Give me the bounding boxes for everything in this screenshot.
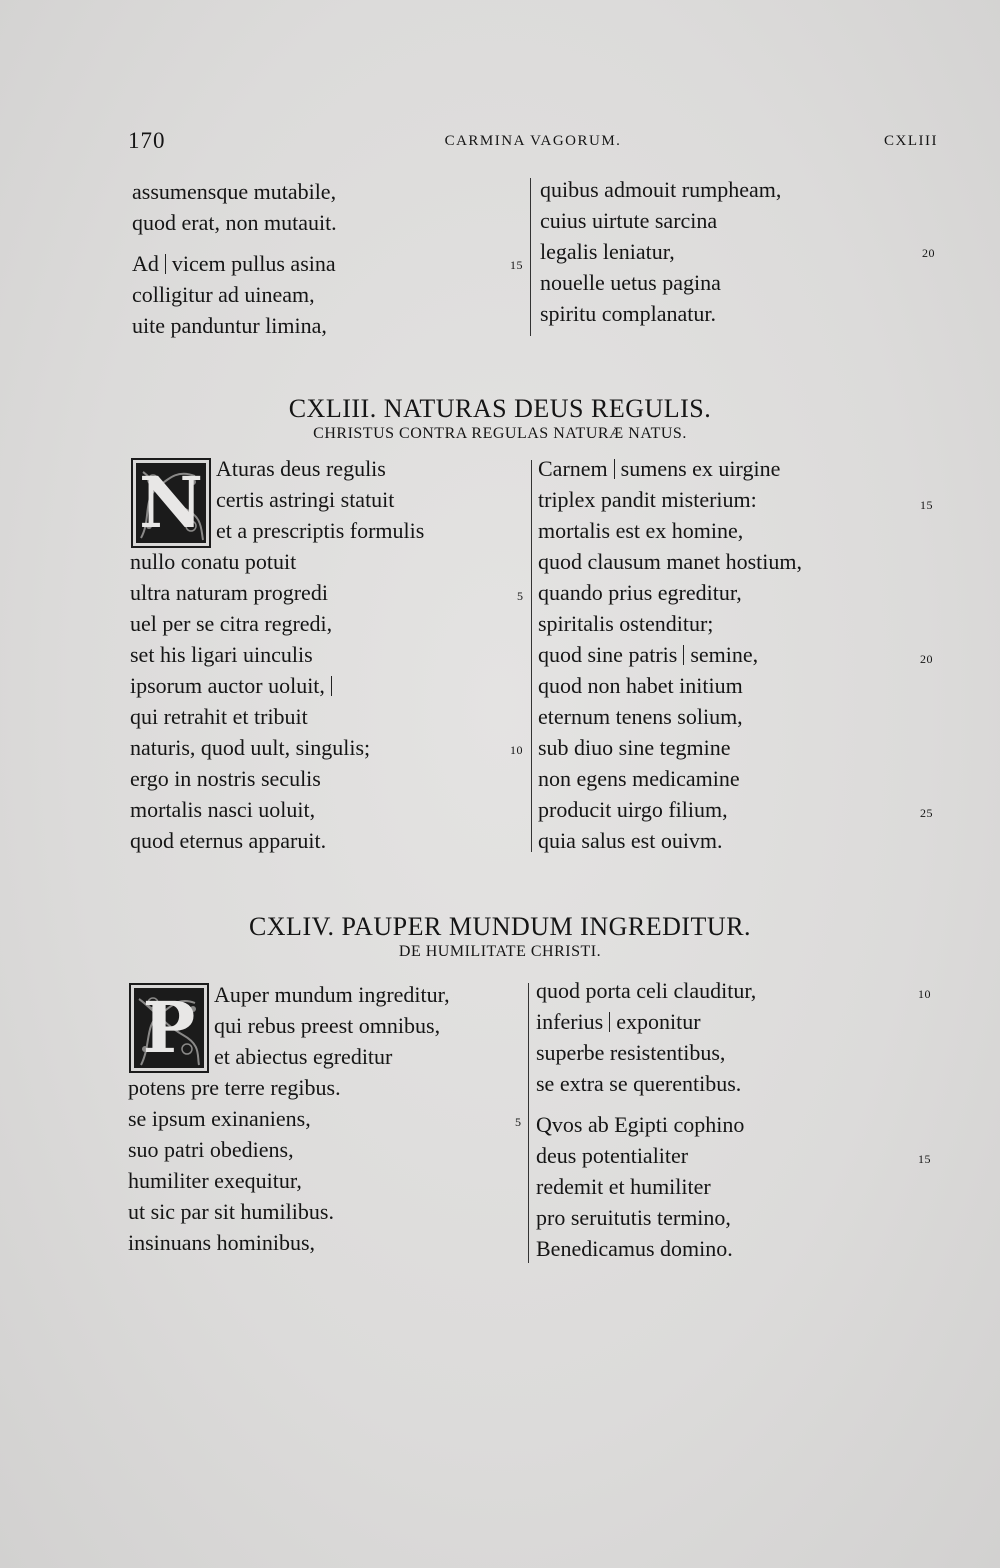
poem-subtitle: DE HUMILITATE CHRISTI. (398, 943, 602, 960)
running-header (128, 128, 938, 158)
verse-line: assumensque mutabile, (132, 179, 337, 204)
verse-line: et a prescriptis formulis (216, 518, 425, 543)
poem-heading (0, 912, 1000, 962)
verse-line: uel per se citra regredi, (130, 611, 333, 636)
poem-title: CXLIV. PAUPER MUNDUM INGREDITUR. (248, 912, 752, 941)
verse-line: quod erat, non mutauit. (132, 210, 337, 235)
verse-line: quando prius egreditur, (538, 580, 742, 605)
verse-line: spiritalis ostenditur; (538, 611, 714, 636)
verse-line: suo patri obediens, (128, 1137, 294, 1162)
column-divider (528, 983, 529, 1263)
line-number: 25 (920, 806, 933, 820)
decorated-initial (129, 983, 209, 1073)
verse-line: ergo in nostris seculis (130, 766, 321, 791)
verse-line: se ipsum exinaniens, (128, 1106, 311, 1131)
decorated-initial (131, 458, 211, 548)
line-number: 15 (920, 498, 933, 512)
line-number: 20 (920, 652, 933, 666)
verse-line: uite panduntur limina, (132, 313, 327, 338)
verse-line: deus potentialiter (536, 1143, 689, 1168)
poem-title: CXLIII. NATURAS DEUS REGULIS. (288, 394, 712, 423)
line-number: 10 (510, 743, 523, 757)
verse-line: nullo conatu potuit (130, 549, 297, 574)
verse-line: insinuans hominibus, (128, 1230, 316, 1255)
poem1-left-indented (216, 453, 424, 546)
column-divider (531, 460, 532, 852)
verse-line: producit uirgo filium, (538, 797, 728, 822)
verse-line: Carnem sumens ex uirgine (538, 456, 781, 481)
page-number: 170 (128, 128, 166, 153)
column-mark (609, 1012, 610, 1032)
verse-line: humiliter exequitur, (128, 1168, 302, 1193)
initial-letter: P (142, 986, 196, 1069)
column-mark (331, 676, 332, 696)
poem-heading (0, 394, 1000, 444)
verse-line: superbe resistentibus, (536, 1040, 726, 1065)
verse-line: qui retrahit et tribuit (130, 704, 308, 729)
column-divider (530, 178, 531, 336)
verse-line: colligitur ad uineam, (132, 282, 315, 307)
top-left-column (132, 176, 337, 341)
verse-line: set his ligari uinculis (130, 642, 313, 667)
poem1-right-column (538, 453, 802, 856)
verse-line: qui rebus preest omnibus, (214, 1013, 441, 1038)
verse-line: potens pre terre regibus. (128, 1075, 341, 1100)
verse-line: spiritu complanatur. (540, 301, 716, 326)
verse-line: Ad vicem pullus asina (132, 251, 336, 276)
verse-line: naturis, quod uult, singulis; (130, 735, 371, 760)
verse-line: quod porta celi clauditur, (536, 978, 757, 1003)
verse-line: quod sine patris semine, (538, 642, 759, 667)
verse-line: quod clausum manet hostium, (538, 549, 802, 574)
section-number: CXLIII (884, 133, 938, 149)
verse-line: pro seruitutis termino, (536, 1205, 731, 1230)
running-title: CARMINA VAGORUM. (444, 133, 622, 149)
verse-line: Auper mundum ingreditur, (214, 982, 450, 1007)
verse-line: Benedicamus domino. (536, 1236, 733, 1261)
verse-line: quod eternus apparuit. (130, 828, 327, 853)
verse-line: eternum tenens solium, (538, 704, 743, 729)
line-number: 10 (918, 987, 931, 1001)
top-right-column (540, 174, 781, 329)
verse-line: quibus admouit rumpheam, (540, 177, 782, 202)
verse-line: Qvos ab Egipti cophino (536, 1112, 745, 1137)
poem1-left-column (130, 546, 370, 856)
line-number: 20 (922, 246, 935, 260)
column-mark (165, 254, 166, 274)
column-mark (683, 645, 684, 665)
verse-line: ut sic par sit humilibus. (128, 1199, 334, 1224)
verse-line: triplex pandit misterium: (538, 487, 757, 512)
poem2-left-indented (214, 979, 450, 1072)
verse-line: et abiectus egreditur (214, 1044, 393, 1069)
verse-line: non egens medicamine (538, 766, 740, 791)
verse-line: Aturas deus regulis (216, 456, 386, 481)
verse-line: legalis leniatur, (540, 239, 675, 264)
line-number: 15 (918, 1152, 931, 1166)
line-number: 15 (510, 258, 523, 272)
verse-line: cuius uirtute sarcina (540, 208, 718, 233)
column-mark (614, 459, 615, 479)
line-number: 5 (517, 589, 524, 603)
verse-line: mortalis est ex homine, (538, 518, 744, 543)
line-number: 5 (515, 1115, 522, 1129)
verse-line: quod non habet initium (538, 673, 743, 698)
initial-letter: N (139, 461, 203, 544)
verse-line: ipsorum auctor uoluit, (130, 670, 370, 701)
verse-line: certis astringi statuit (216, 487, 395, 512)
verse-line: sub diuo sine tegmine (538, 735, 731, 760)
verse-line: quia salus est ouivm. (538, 828, 723, 853)
verse-line: mortalis nasci uoluit, (130, 797, 316, 822)
poem2-right-column (536, 975, 756, 1264)
verse-line: nouelle uetus pagina (540, 270, 721, 295)
verse-line: ultra naturam progredi (130, 580, 328, 605)
verse-line: se extra se querentibus. (536, 1071, 742, 1096)
verse-line: redemit et humiliter (536, 1174, 711, 1199)
verse-line: inferius exponitur (536, 1009, 701, 1034)
poem-subtitle: CHRISTUS CONTRA REGULAS NATURÆ NATUS. (313, 425, 687, 442)
poem2-left-column (128, 1072, 341, 1258)
